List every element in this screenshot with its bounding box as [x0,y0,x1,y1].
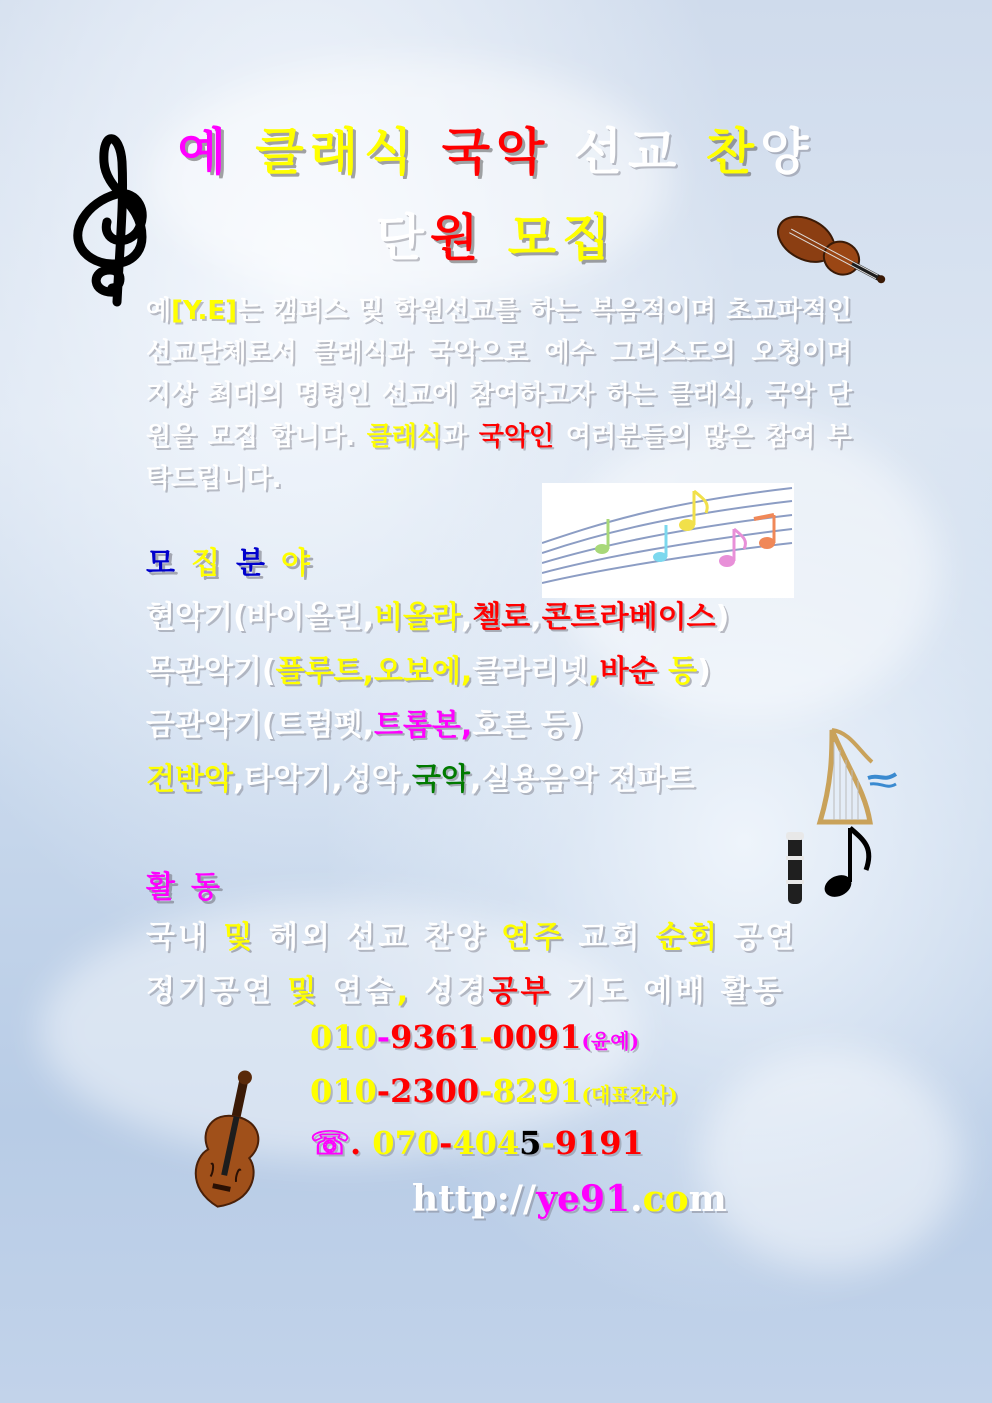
text-segment: (윤예) [581,1029,640,1053]
background-cloud [700,1050,960,1270]
activity-line-1 [146,912,797,956]
text-segment: 콘트라베이스 [541,600,716,635]
text-segment: [Y.E] [171,296,238,326]
text-segment [484,209,507,267]
music-notes-staff-icon [542,483,794,598]
text-segment: 단 [375,209,430,267]
text-segment: 클라리넷 [472,654,589,689]
text-segment: 연주 [501,920,566,955]
text-segment: 국악인 [478,422,555,452]
text-segment: m [688,1178,727,1220]
text-segment: 예 [177,123,232,181]
text-segment: 금관악기(트럼펫, [146,708,374,743]
page-title-line1 [0,112,992,184]
text-segment: 010 [310,1072,377,1110]
page-title-line2 [0,198,992,270]
activity-line-2 [146,966,785,1010]
text-segment: 9361 [390,1018,480,1056]
text-segment: 해외 선교 찬양 [255,920,502,955]
text-segment [418,123,441,181]
text-segment: 모집 [507,209,617,267]
recruit-line-woodwinds [146,646,711,690]
text-segment: 비올라 [373,600,461,635]
recruit-line-brass [146,700,583,744]
text-segment: 클래식 [255,123,419,181]
text-segment: 및 [223,920,256,955]
text-segment: 트롬본, [373,708,473,743]
harp-icon [810,722,900,830]
text-segment: 활 [146,870,191,905]
text-segment: 선교 [573,123,683,181]
eighth-note-icon [820,822,880,902]
text-segment: http:// [412,1178,537,1220]
text-segment: 예 [146,296,172,326]
text-segment: 플루트,오보에, [275,654,473,689]
text-segment: , [396,974,412,1009]
text-segment: ) [715,600,730,635]
text-segment: 바순 [599,654,658,689]
text-segment: 등 [657,654,698,689]
text-segment: 0091 [492,1018,582,1056]
text-segment: 분 [235,546,281,581]
text-segment: 건반악 [146,762,233,797]
text-segment: - [376,1018,391,1056]
text-segment: ) [697,654,711,689]
phone-number-3[interactable] [310,1124,644,1162]
text-segment: 2300 [390,1072,480,1110]
recruit-heading [146,538,326,582]
activity-heading [146,862,236,906]
text-segment: 공부 [488,974,553,1009]
text-segment: , [530,600,542,635]
text-segment: . [630,1178,643,1220]
text-segment: 010 [310,1018,377,1056]
violin-bottom-icon [176,1068,286,1218]
text-segment: 첼로 [472,600,531,635]
text-segment: 는 캠퍼스 및 학원선교를 하는 복음적이며 초교파적인 선교단체로서 클래식과 국악으로 예수 그리스도의 오청이며 지상 최대의 명령인 선교에 참여하고자 하는 클래식, 국악 단원을 모집 합니다. [146,296,852,452]
text-segment: ,실용음악 전파트 [470,762,695,797]
text-segment: ,타악기,성악, [232,762,413,797]
text-segment: 목관악기( [146,654,276,689]
website-link[interactable] [412,1178,727,1220]
recruit-line-strings [146,592,729,636]
text-segment: 및 [287,974,320,1009]
text-segment: 국내 [146,920,224,955]
text-segment: 기도 예배 활동 [552,974,785,1009]
text-segment: 순회 [655,920,720,955]
text-segment [682,123,705,181]
text-segment: - [479,1018,493,1056]
text-segment: 양 [760,123,815,181]
text-segment: 5 [519,1124,542,1162]
intro-paragraph [146,290,852,500]
text-segment: 국악 [412,762,471,797]
text-segment: 9191 [554,1124,644,1162]
text-segment: , [460,600,473,635]
text-segment: , [588,654,600,689]
text-segment: - [376,1072,391,1110]
phone-number-1[interactable] [310,1018,639,1056]
text-segment: 찬 [705,123,761,181]
text-segment: 정기공연 [146,974,288,1009]
text-segment: 국악 [441,123,551,181]
text-segment: ☏ [310,1124,351,1162]
text-segment: 공연 [719,920,798,955]
text-segment: 교회 [565,920,656,955]
text-segment: 모 [146,546,191,581]
text-segment: 404 [452,1124,520,1162]
text-segment: - [541,1124,555,1162]
text-segment: ye91 [536,1178,631,1220]
text-segment: 야 [280,546,326,581]
text-segment: 070 [372,1124,440,1162]
recorder-icon [780,828,810,908]
text-segment: 원 [429,209,485,267]
recruit-line-others [146,754,695,798]
text-segment: 클래식 [366,422,443,452]
text-segment: 집 [190,546,236,581]
text-segment: - [439,1124,453,1162]
text-segment: 여러분들의 많은 참여 부탁드립니다. [146,422,852,494]
text-segment: . [350,1124,373,1162]
text-segment: 현악기(바이올린, [146,600,374,635]
text-segment: 동 [190,870,236,905]
phone-number-2[interactable] [310,1072,678,1110]
text-segment: co [642,1178,689,1220]
text-segment: (대표간사) [581,1083,678,1107]
text-segment: - [479,1072,493,1110]
text-segment: 성경 [411,974,489,1009]
text-segment: 8291 [492,1072,582,1110]
text-segment [550,123,573,181]
text-segment: 호른 등) [472,708,584,743]
text-segment [232,123,255,181]
text-segment: 연습 [319,974,397,1009]
text-segment: 과 [442,422,479,452]
